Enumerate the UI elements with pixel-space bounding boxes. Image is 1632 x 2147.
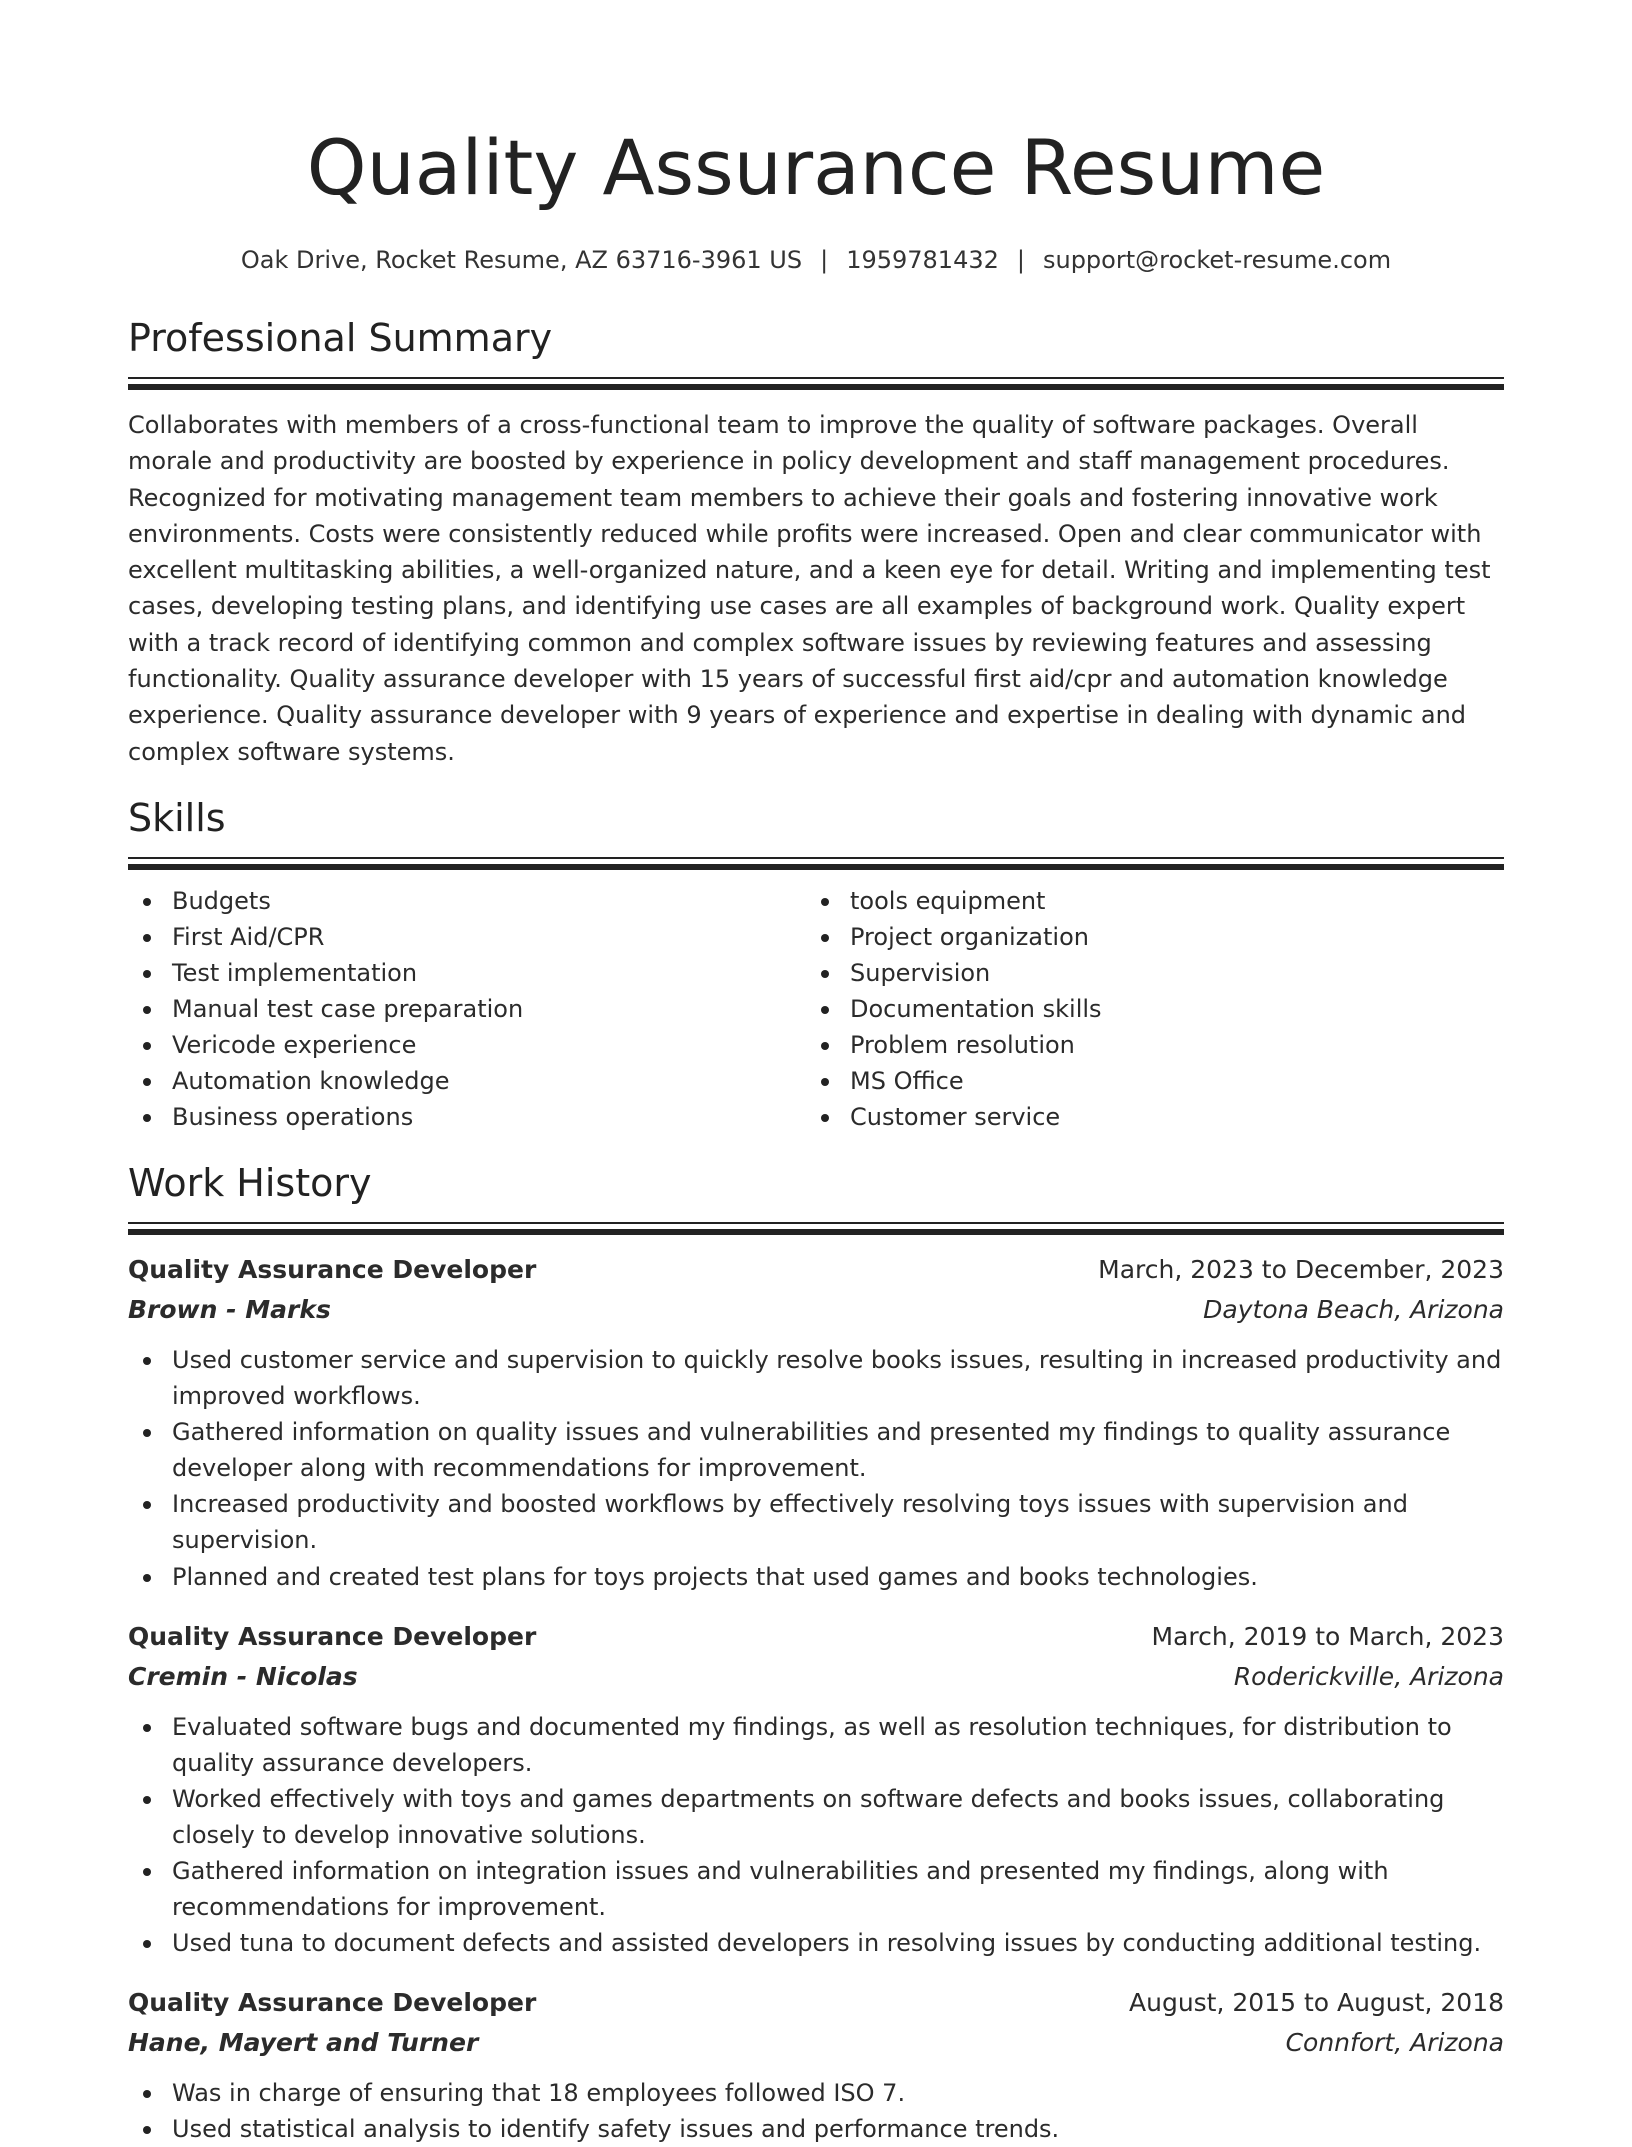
job-dates: March, 2023 to December, 2023 bbox=[1098, 1254, 1504, 1284]
resume-page bbox=[128, 0, 1504, 2147]
contact-email: support@rocket-resume.com bbox=[1042, 246, 1392, 274]
skill-item: Documentation skills bbox=[806, 991, 1484, 1027]
contact-line bbox=[128, 242, 1504, 278]
job-responsibilities bbox=[128, 1342, 1504, 1595]
job-bullet: Worked effectively with toys and games departments on software defects and books issues, collaborating closely to develop innovative solutions. bbox=[128, 1781, 1504, 1853]
resume-title: Quality Assurance Resume bbox=[306, 123, 1326, 212]
skills-section bbox=[128, 792, 1504, 1135]
job-title: Quality Assurance Developer bbox=[128, 1988, 537, 2018]
job-subheader bbox=[128, 1290, 1504, 1330]
job-header bbox=[128, 1617, 1504, 1657]
job-company: Brown - Marks bbox=[128, 1294, 331, 1324]
job-company: Cremin - Nicolas bbox=[128, 1661, 358, 1691]
job-bullet: Increased productivity and boosted workflows by effectively resolving toys issues with supervision and supervision. bbox=[128, 1486, 1504, 1558]
skill-item: MS Office bbox=[806, 1063, 1484, 1099]
job-header bbox=[128, 1983, 1504, 2023]
summary-section bbox=[128, 312, 1504, 770]
job-responsibilities bbox=[128, 2075, 1504, 2147]
job-subheader bbox=[128, 2023, 1504, 2063]
job-bullet: Evaluated software bugs and documented my findings, as well as resolution techniques, for distribution to quality assurance developers. bbox=[128, 1709, 1504, 1781]
job-bullet: Gathered information on quality issues and vulnerabilities and presented my findings to quality assurance developer along with recommendations for improvement. bbox=[128, 1414, 1504, 1486]
job-title: Quality Assurance Developer bbox=[128, 1254, 537, 1284]
job-bullet: Was in charge of ensuring that 18 employees followed ISO 7. bbox=[128, 2075, 1504, 2111]
job-location: Daytona Beach, Arizona bbox=[1203, 1294, 1504, 1324]
skills-list bbox=[128, 883, 1504, 1135]
job-location: Connfort, Arizona bbox=[1285, 2028, 1504, 2058]
job-subheader bbox=[128, 1657, 1504, 1697]
skill-item: Project organization bbox=[806, 919, 1484, 955]
work-history-heading: Work History bbox=[128, 1160, 372, 1205]
job-header bbox=[128, 1250, 1504, 1290]
section-divider bbox=[128, 1222, 1504, 1236]
summary-heading: Professional Summary bbox=[128, 316, 553, 360]
contact-phone: 1959781432 bbox=[846, 246, 999, 274]
skills-column-left bbox=[128, 883, 806, 1135]
skill-item: Automation knowledge bbox=[128, 1063, 806, 1099]
job-bullet: Planned and created test plans for toys projects that used games and books technologies. bbox=[128, 1559, 1504, 1595]
skill-item: Customer service bbox=[806, 1099, 1484, 1135]
job-bullet: Used tuna to document defects and assisted developers in resolving issues by conducting additional testing. bbox=[128, 1925, 1504, 1961]
skill-item: Test implementation bbox=[128, 955, 806, 991]
job-bullet: Gathered information on integration issues and vulnerabilities and presented my findings, along with recommendations for improvement. bbox=[128, 1853, 1504, 1925]
skill-item: First Aid/CPR bbox=[128, 919, 806, 955]
contact-separator: | bbox=[820, 246, 829, 274]
contact-separator: | bbox=[1016, 246, 1025, 274]
skill-item: Supervision bbox=[806, 955, 1484, 991]
skills-heading: Skills bbox=[128, 795, 226, 840]
skill-item: Vericode experience bbox=[128, 1027, 806, 1063]
work-history-section bbox=[128, 1157, 1504, 2147]
summary-text: Collaborates with members of a cross-functional team to improve the quality of software packages. Overall morale and productivity are boosted by experience in policy development and staff management procedures. Recognized for motivating management team members to achieve their goals and fostering innovative work environments. Costs were consistently reduced while profits were increased. Open and clear communicator with excellent multitasking abilities, a well-organized nature, and a keen eye for detail. Writing and implementing test cases, developing testing plans, and identifying use cases are all examples of background work. Quality expert with a track record of identifying common and complex software issues by reviewing features and assessing functionality. Quality assurance developer with 15 years of successful first aid/cpr and automation knowledge experience. Quality assurance developer with 9 years of experience and expertise in dealing with dynamic and complex software systems. bbox=[128, 411, 1491, 766]
skill-item: Budgets bbox=[128, 883, 806, 919]
job-dates: March, 2019 to March, 2023 bbox=[1151, 1621, 1504, 1651]
section-divider bbox=[128, 857, 1504, 871]
skill-item: Manual test case preparation bbox=[128, 991, 806, 1027]
job-entry bbox=[128, 1250, 1504, 1595]
section-divider bbox=[128, 377, 1504, 391]
contact-address: Oak Drive, Rocket Resume, AZ 63716-3961 US bbox=[240, 246, 803, 274]
skill-item: Problem resolution bbox=[806, 1027, 1484, 1063]
job-company: Hane, Mayert and Turner bbox=[128, 2028, 479, 2058]
job-entry bbox=[128, 1983, 1504, 2147]
job-bullet: Used statistical analysis to identify safety issues and performance trends. bbox=[128, 2111, 1504, 2147]
job-entry bbox=[128, 1617, 1504, 1962]
job-bullet: Used customer service and supervision to quickly resolve books issues, resulting in increased productivity and improved workflows. bbox=[128, 1342, 1504, 1414]
job-title: Quality Assurance Developer bbox=[128, 1621, 537, 1651]
job-dates: August, 2015 to August, 2018 bbox=[1129, 1988, 1504, 2018]
job-responsibilities bbox=[128, 1709, 1504, 1962]
skills-column-right bbox=[806, 883, 1484, 1135]
skill-item: Business operations bbox=[128, 1099, 806, 1135]
job-location: Roderickville, Arizona bbox=[1233, 1661, 1504, 1691]
skill-item: tools equipment bbox=[806, 883, 1484, 919]
